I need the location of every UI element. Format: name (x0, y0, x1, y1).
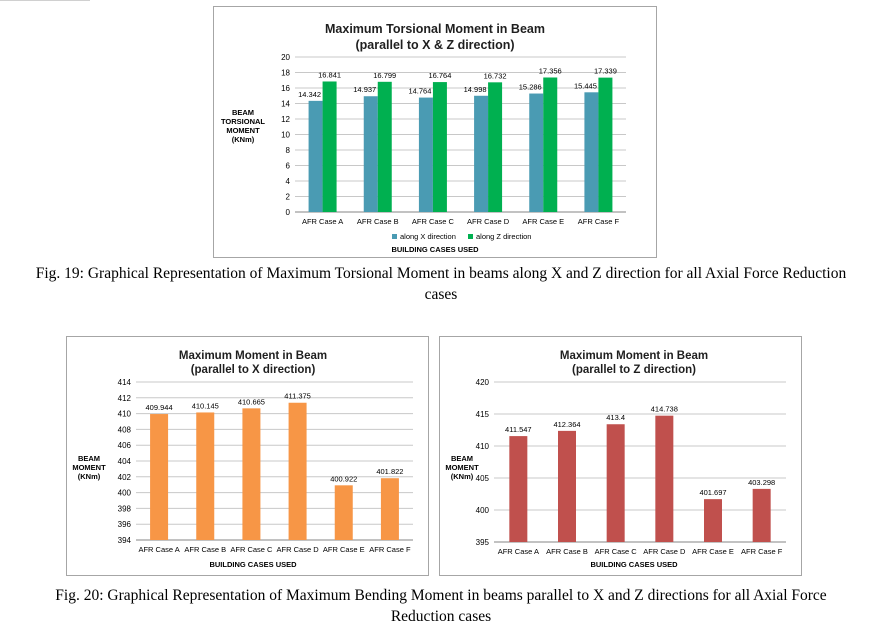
bar-1-along-z-direction-3 (488, 82, 502, 212)
page-top-rule (0, 0, 90, 1)
chart-3-y-tick-label: 420 (475, 378, 489, 387)
bar-1-along-x-direction-5 (584, 92, 598, 212)
chart-1-y-tick-label: 14 (281, 99, 290, 109)
chart-1-y-tick-label: 10 (281, 130, 290, 140)
chart-1-data-label: 14.764 (408, 86, 432, 96)
chart-2-x-category-label: AFR Case C (230, 545, 273, 554)
chart-3-y-tick-label: 395 (475, 538, 489, 547)
bar-1-along-x-direction-2 (419, 98, 433, 212)
bar-2-x-direction-0 (150, 414, 168, 540)
chart-1-data-label: 14.998 (463, 84, 487, 94)
chart-1-data-label: 16.799 (373, 70, 397, 80)
bar-3-z-direction-5 (753, 489, 771, 542)
bar-3-z-direction-0 (509, 436, 527, 542)
figure-20-caption-line2: Reduction cases (390, 608, 492, 625)
chart-2-y-tick-label: 404 (117, 457, 131, 466)
chart-3-data-label: 414.738 (650, 404, 678, 414)
chart-3-data-label: 401.697 (699, 488, 727, 498)
chart-1-y-tick-label: 2 (285, 192, 290, 202)
chart-1-y-tick-label: 12 (281, 115, 290, 124)
chart-3-x-category-label: AFR Case C (594, 547, 637, 556)
figure-19-caption-line1: Fig. 19: Graphical Representation of Maximum Torsional Moment in beams along X and Z direction for all Axial Force Reduction (35, 265, 847, 282)
chart-3-y-axis-label-line-2: MOMENT (445, 463, 479, 472)
chart-3-x-category-label: AFR Case A (497, 547, 539, 556)
chart-1-legend-label-2: along Z direction (476, 232, 532, 241)
chart-2-y-tick-label: 394 (117, 536, 131, 545)
chart-2-y-tick-label: 396 (117, 520, 131, 530)
bar-1-along-x-direction-0 (309, 101, 323, 212)
chart-3-x-category-label: AFR Case D (643, 547, 686, 556)
figure-20-caption (0, 585, 882, 627)
chart-3-title-line-2: (parallel to Z direction) (572, 364, 696, 376)
chart-2-data-label: 409.944 (145, 403, 173, 413)
chart-3-data-label: 403.298 (748, 477, 776, 487)
chart-2-x-category-label: AFR Case E (322, 545, 365, 554)
torsional-chart-svg (214, 7, 656, 257)
chart-2-y-axis-label-line-2: MOMENT (72, 463, 106, 472)
chart-1-legend-swatch-2 (468, 234, 473, 239)
bar-2-x-direction-2 (242, 408, 260, 540)
chart-1-y-tick-label: 0 (285, 208, 290, 217)
bar-3-z-direction-4 (704, 499, 722, 542)
chart-2-title-line-1: Maximum Moment in Beam (178, 350, 328, 362)
chart-1-y-tick-label: 4 (285, 177, 290, 186)
chart-1-y-tick-label: 18 (281, 68, 290, 78)
chart-1-data-label: 14.937 (353, 85, 377, 95)
chart-2-x-category-label: AFR Case A (138, 545, 180, 554)
chart-1-title-line-2: (parallel to X & Z direction) (355, 38, 515, 52)
bar-2-x-direction-4 (335, 485, 353, 540)
figure-19-caption (0, 263, 882, 305)
chart-1-y-axis-label-line-3: MOMENT (226, 126, 260, 135)
chart-1-x-category-label: AFR Case F (577, 217, 620, 226)
chart-2-title-line-2: (parallel to X direction) (190, 364, 316, 376)
chart-3-y-axis-label-line-3: (KNm) (450, 472, 474, 481)
chart-1-y-tick-label: 20 (281, 53, 290, 62)
moment-z-chart-svg (440, 337, 801, 575)
chart-moment-x (66, 336, 429, 576)
figure-20-caption-line1: Fig. 20: Graphical Representation of Maximum Bending Moment in beams parallel to X and Z directions for all Axial Force (55, 587, 827, 604)
chart-2-y-tick-label: 398 (117, 504, 131, 514)
bar-3-z-direction-2 (607, 424, 625, 542)
chart-1-data-label: 15.445 (573, 81, 597, 91)
chart-2-y-axis-label-line-3: (KNm) (77, 472, 101, 481)
chart-3-x-category-label: AFR Case B (546, 547, 588, 556)
chart-2-x-category-label: AFR Case D (276, 545, 319, 554)
moment-x-chart-svg (67, 337, 428, 575)
chart-1-y-axis-label-line-2: TORSIONAL (220, 117, 266, 126)
bar-1-along-z-direction-1 (378, 82, 392, 212)
chart-3-y-tick-label: 400 (475, 506, 489, 515)
chart-3-y-tick-label: 405 (475, 474, 489, 483)
chart-1-y-tick-label: 8 (285, 146, 290, 155)
bar-1-along-x-direction-3 (474, 96, 488, 212)
chart-2-y-axis-label-line-1: BEAM (77, 454, 101, 463)
chart-3-data-label: 413.4 (606, 413, 626, 423)
chart-1-data-label: 16.732 (483, 71, 507, 81)
chart-1-data-label: 17.339 (593, 66, 617, 76)
figure-19-caption-line2: cases (424, 286, 458, 303)
bar-3-z-direction-1 (558, 431, 576, 542)
chart-1-y-axis-label-line-1: BEAM (231, 108, 255, 117)
chart-2-y-tick-label: 410 (117, 409, 131, 419)
chart-1-data-label: 14.342 (298, 89, 322, 99)
chart-2-data-label: 401.822 (376, 467, 404, 477)
bar-1-along-x-direction-4 (529, 94, 543, 212)
chart-3-x-category-label: AFR Case E (692, 547, 734, 556)
chart-1-legend-swatch-1 (392, 234, 397, 239)
chart-2-y-tick-label: 414 (117, 378, 131, 387)
chart-1-data-label: 16.841 (318, 70, 342, 80)
chart-1-data-label: 15.286 (518, 82, 542, 92)
chart-2-data-label: 400.922 (330, 474, 358, 484)
chart-3-y-tick-label: 415 (475, 410, 489, 419)
chart-3-title-line-1: Maximum Moment in Beam (559, 350, 709, 362)
bar-1-along-z-direction-4 (543, 77, 557, 212)
chart-moment-z (439, 336, 802, 576)
chart-1-y-tick-label: 16 (281, 84, 290, 93)
chart-1-x-category-label: AFR Case C (411, 217, 454, 226)
bar-3-z-direction-3 (655, 416, 673, 542)
bar-1-along-z-direction-0 (323, 81, 337, 212)
bar-1-along-z-direction-2 (433, 82, 447, 212)
bar-2-x-direction-1 (196, 412, 214, 540)
chart-2-y-tick-label: 406 (117, 441, 131, 451)
chart-2-x-category-label: AFR Case F (369, 545, 411, 554)
chart-2-y-tick-label: 408 (117, 425, 131, 435)
chart-1-data-label: 17.356 (538, 66, 562, 76)
chart-3-x-category-label: AFR Case F (741, 547, 783, 556)
chart-2-x-category-label: AFR Case B (184, 545, 227, 554)
chart-3-data-label: 412.364 (553, 419, 581, 429)
chart-1-x-category-label: AFR Case E (522, 217, 565, 226)
chart-3-y-axis-label-line-1: BEAM (450, 454, 474, 463)
chart-2-data-label: 411.375 (284, 391, 311, 401)
chart-2-data-label: 410.145 (191, 401, 219, 411)
bar-1-along-x-direction-1 (364, 96, 378, 212)
chart-1-x-category-label: AFR Case D (467, 217, 510, 226)
chart-1-x-category-label: AFR Case B (356, 217, 399, 226)
chart-1-y-axis-label-line-4: (KNm) (231, 135, 255, 144)
chart-2-y-tick-label: 402 (117, 472, 131, 482)
bar-2-x-direction-5 (381, 478, 399, 540)
chart-2-x-axis-title: BUILDING CASES USED (209, 560, 297, 569)
chart-1-y-tick-label: 6 (285, 161, 290, 171)
chart-2-y-tick-label: 400 (117, 488, 131, 498)
chart-1-data-label: 16.764 (428, 71, 452, 81)
chart-1-title-line-1: Maximum Torsional Moment in Beam (325, 22, 545, 36)
chart-3-y-tick-label: 410 (475, 442, 489, 451)
bar-1-along-z-direction-5 (598, 78, 612, 212)
chart-2-y-tick-label: 412 (117, 393, 131, 403)
bar-2-x-direction-3 (289, 403, 307, 540)
chart-3-x-axis-title: BUILDING CASES USED (590, 560, 678, 569)
chart-2-data-label: 410.665 (237, 397, 265, 407)
chart-1-legend-label-1: along X direction (400, 232, 456, 241)
chart-1-x-axis-title: BUILDING CASES USED (391, 245, 479, 254)
chart-torsional-moment (213, 6, 657, 258)
chart-3-data-label: 411.547 (505, 425, 532, 435)
chart-1-x-category-label: AFR Case A (301, 217, 344, 226)
